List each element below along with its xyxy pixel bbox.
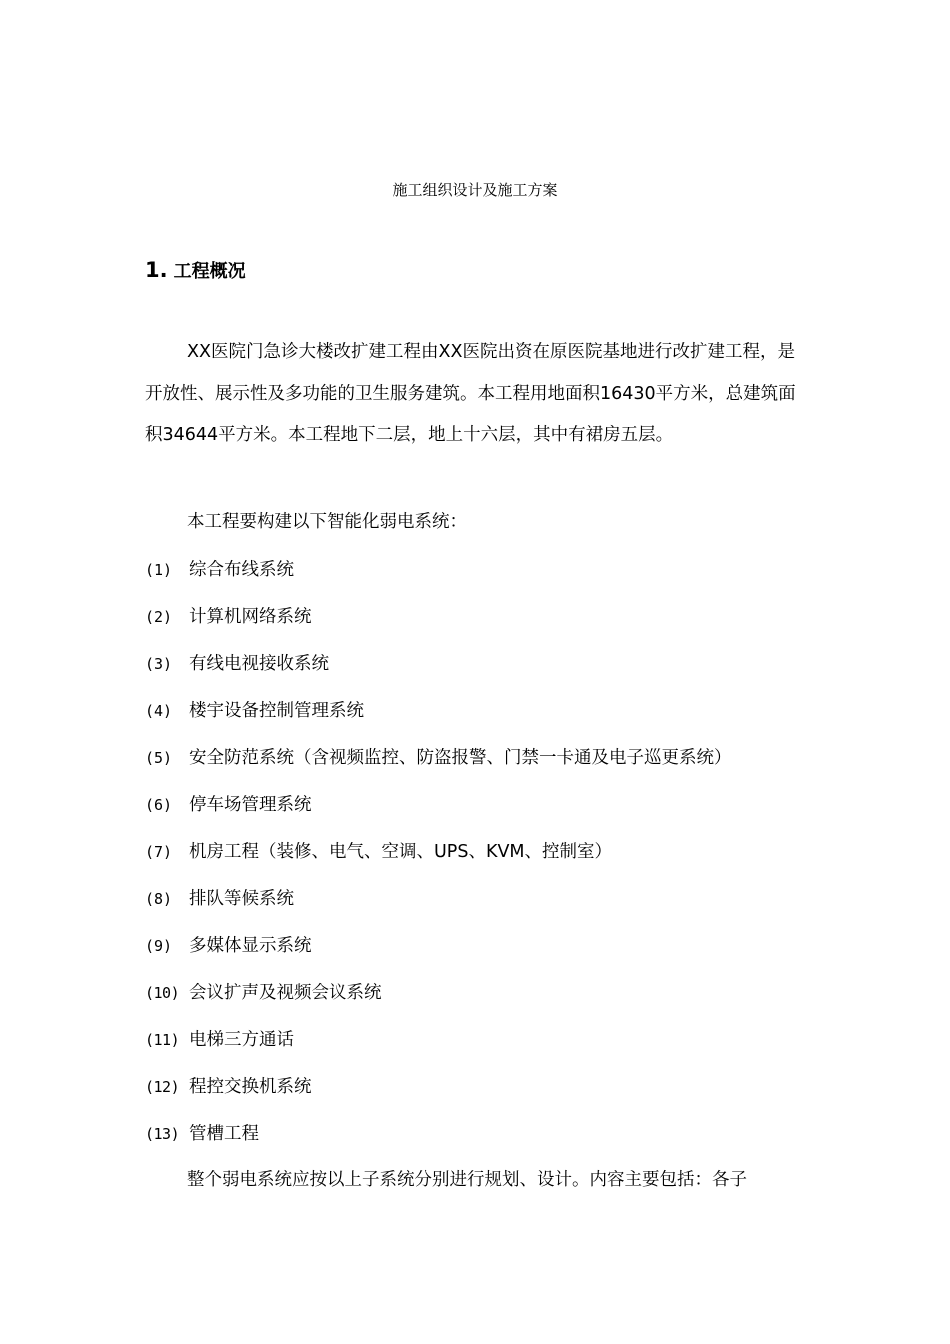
list-item bbox=[145, 688, 825, 735]
list-marker: (7) bbox=[145, 843, 173, 861]
list-marker: (5) bbox=[145, 749, 173, 767]
closing-paragraph: 整个弱电系统应按以上子系统分别进行规划、设计。内容主要包括：各子 bbox=[187, 1170, 747, 1190]
list-marker: (1) bbox=[145, 561, 173, 579]
list-marker: (4) bbox=[145, 702, 173, 720]
list-item-text: 机房工程（装修、电气、空调、UPS、KVM、控制室） bbox=[189, 842, 613, 862]
list-marker: (9) bbox=[145, 937, 173, 955]
list-item bbox=[145, 547, 825, 594]
list-item bbox=[145, 923, 825, 970]
section-number: 1. bbox=[145, 258, 168, 282]
list-item-text: 程控交换机系统 bbox=[189, 1077, 312, 1097]
list-marker: (10) bbox=[145, 984, 180, 1002]
list-item-text: 综合布线系统 bbox=[189, 560, 294, 580]
list-item-text: 会议扩声及视频会议系统 bbox=[189, 983, 382, 1003]
list-item bbox=[145, 970, 825, 1017]
list-item bbox=[145, 1111, 825, 1158]
overview-paragraph: XX医院门急诊大楼改扩建工程由XX医院出资在原医院基地进行改扩建工程，是开放性、展示性及多功能的卫生服务建筑。本工程用地面积16430平方米，总建筑面积34644平方米。本工程地下二层，地上十六层，其中有裙房五层。 bbox=[145, 342, 796, 445]
list-marker: (6) bbox=[145, 796, 173, 814]
systems-list bbox=[145, 547, 825, 1158]
list-item bbox=[145, 829, 825, 876]
list-item bbox=[145, 594, 825, 641]
list-item bbox=[145, 1064, 825, 1111]
list-marker: (11) bbox=[145, 1031, 180, 1049]
list-item bbox=[145, 876, 825, 923]
list-item bbox=[145, 1017, 825, 1064]
systems-intro-paragraph: 本工程要构建以下智能化弱电系统： bbox=[187, 512, 467, 532]
list-item-text: 楼宇设备控制管理系统 bbox=[189, 701, 364, 721]
list-item-text: 多媒体显示系统 bbox=[189, 936, 312, 956]
list-item-text: 管槽工程 bbox=[189, 1124, 259, 1144]
section-title: 工程概况 bbox=[173, 261, 246, 282]
list-item-text: 停车场管理系统 bbox=[189, 795, 312, 815]
list-item-text: 有线电视接收系统 bbox=[189, 654, 329, 674]
list-item-text: 安全防范系统（含视频监控、防盗报警、门禁一卡通及电子巡更系统） bbox=[189, 748, 732, 768]
list-item bbox=[145, 735, 825, 782]
section-heading bbox=[145, 256, 246, 286]
list-item bbox=[145, 641, 825, 688]
list-item-text: 排队等候系统 bbox=[189, 889, 294, 909]
list-item bbox=[145, 782, 825, 829]
list-marker: (2) bbox=[145, 608, 173, 626]
list-marker: (3) bbox=[145, 655, 173, 673]
list-marker: (13) bbox=[145, 1125, 180, 1143]
list-marker: (12) bbox=[145, 1078, 180, 1096]
document-title: 施工组织设计及施工方案 bbox=[392, 181, 558, 199]
list-marker: (8) bbox=[145, 890, 173, 908]
list-item-text: 计算机网络系统 bbox=[189, 607, 312, 627]
list-item-text: 电梯三方通话 bbox=[189, 1030, 294, 1050]
